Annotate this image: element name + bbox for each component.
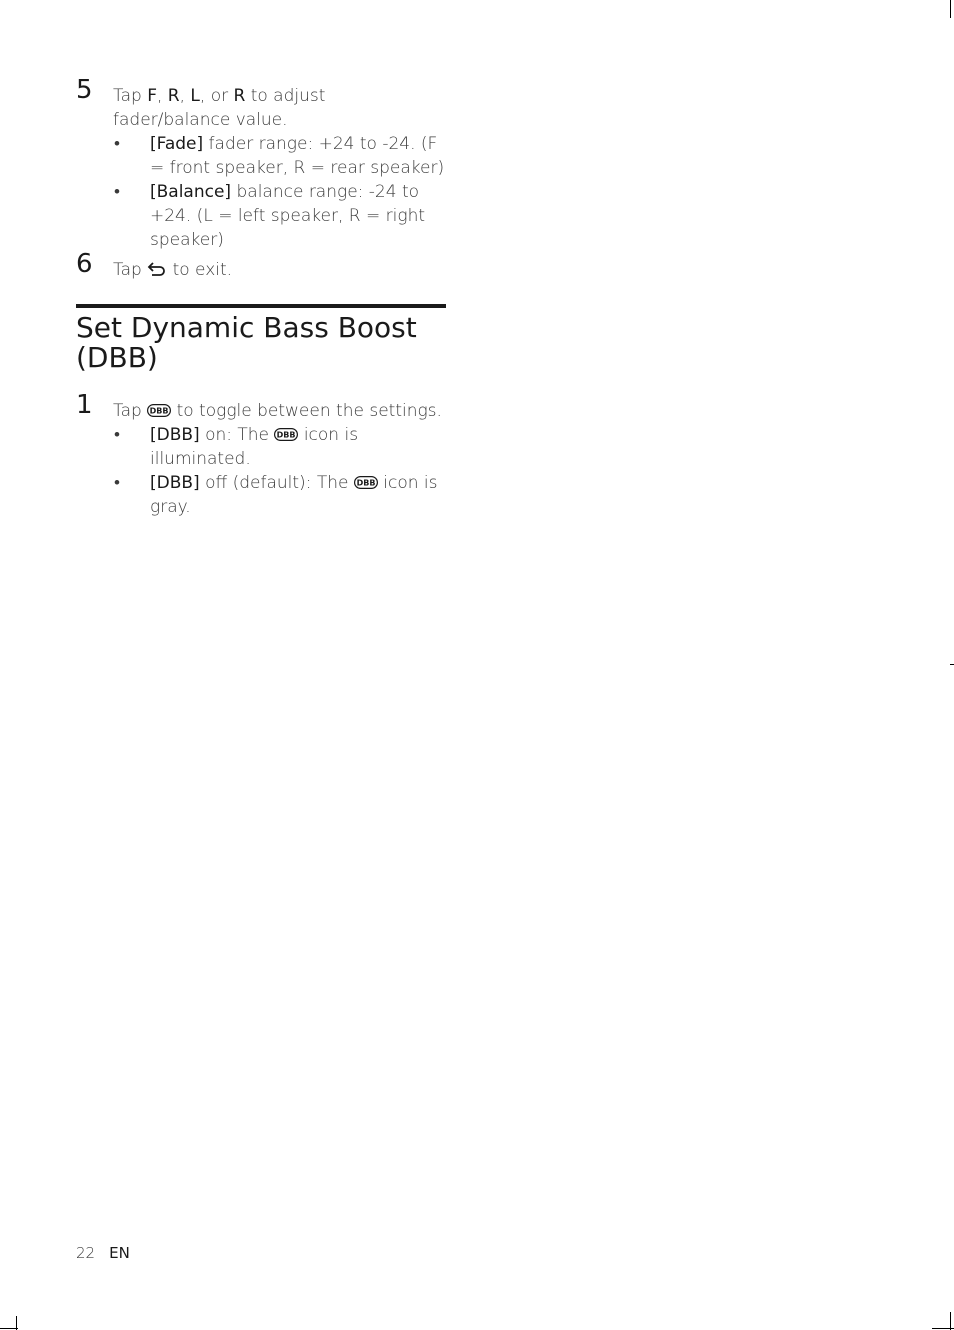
- page-footer: [76, 1244, 130, 1262]
- step-text: Tap F, R, L, or R to adjust fader/balance value.: [113, 86, 326, 130]
- bullet-dot: •: [114, 182, 120, 202]
- key-r: R: [233, 86, 246, 106]
- language-code: EN: [109, 1244, 130, 1262]
- dbb-column: [76, 390, 448, 519]
- option-balance: [Balance]: [150, 182, 232, 202]
- bullet-balance: • [Balance] balance range: -24 to +24. (L = left speaker, R = right speaker): [114, 182, 426, 250]
- svg-text:DBB: DBB: [356, 478, 376, 488]
- top-column: [76, 75, 448, 282]
- back-arrow-icon: [147, 261, 167, 277]
- svg-text:DBB: DBB: [277, 430, 296, 440]
- bullet-dot: •: [114, 134, 120, 154]
- step-5: [76, 75, 448, 252]
- dbb-icon: [274, 428, 298, 441]
- crop-mark: [16, 1316, 17, 1330]
- page-number: 22: [76, 1244, 96, 1262]
- dbb-icon: [147, 404, 171, 417]
- step-1: [76, 390, 448, 519]
- step-number: 1: [76, 390, 93, 420]
- bullet-dot: •: [114, 473, 120, 493]
- bullet-dbb-on: • [DBB] on: The DBB icon is illuminated.: [114, 425, 359, 469]
- option-dbb: [DBB]: [150, 425, 200, 445]
- bullet-dbb-off: • [DBB] off (default): The DBB icon is gray.: [114, 473, 438, 517]
- section-title: Set Dynamic Bass Boost (DBB): [76, 311, 417, 374]
- step-number: 6: [76, 249, 93, 279]
- bullet-dot: •: [114, 425, 120, 445]
- section-rule: [76, 304, 446, 308]
- key-f: F: [147, 86, 157, 106]
- bullet-list: [76, 423, 448, 519]
- crop-mark: [950, 664, 954, 665]
- svg-text:DBB: DBB: [149, 406, 169, 416]
- option-fade: [Fade]: [150, 134, 204, 154]
- bullet-fade: • [Fade] fader range: +24 to -24. (F = front speaker, R = rear speaker): [114, 134, 445, 178]
- key-l: L: [190, 86, 200, 106]
- crop-mark: [950, 0, 951, 18]
- step-number: 5: [76, 75, 93, 105]
- crop-mark: [932, 1328, 954, 1329]
- key-r: R: [167, 86, 180, 106]
- option-dbb: [DBB]: [150, 473, 200, 493]
- dbb-icon: [354, 476, 378, 489]
- bullet-list: [76, 132, 448, 252]
- step-text: Tap DBB to toggle between the settings.: [113, 401, 442, 421]
- step-text: Tap to exit.: [113, 260, 233, 280]
- step-6: [76, 249, 448, 282]
